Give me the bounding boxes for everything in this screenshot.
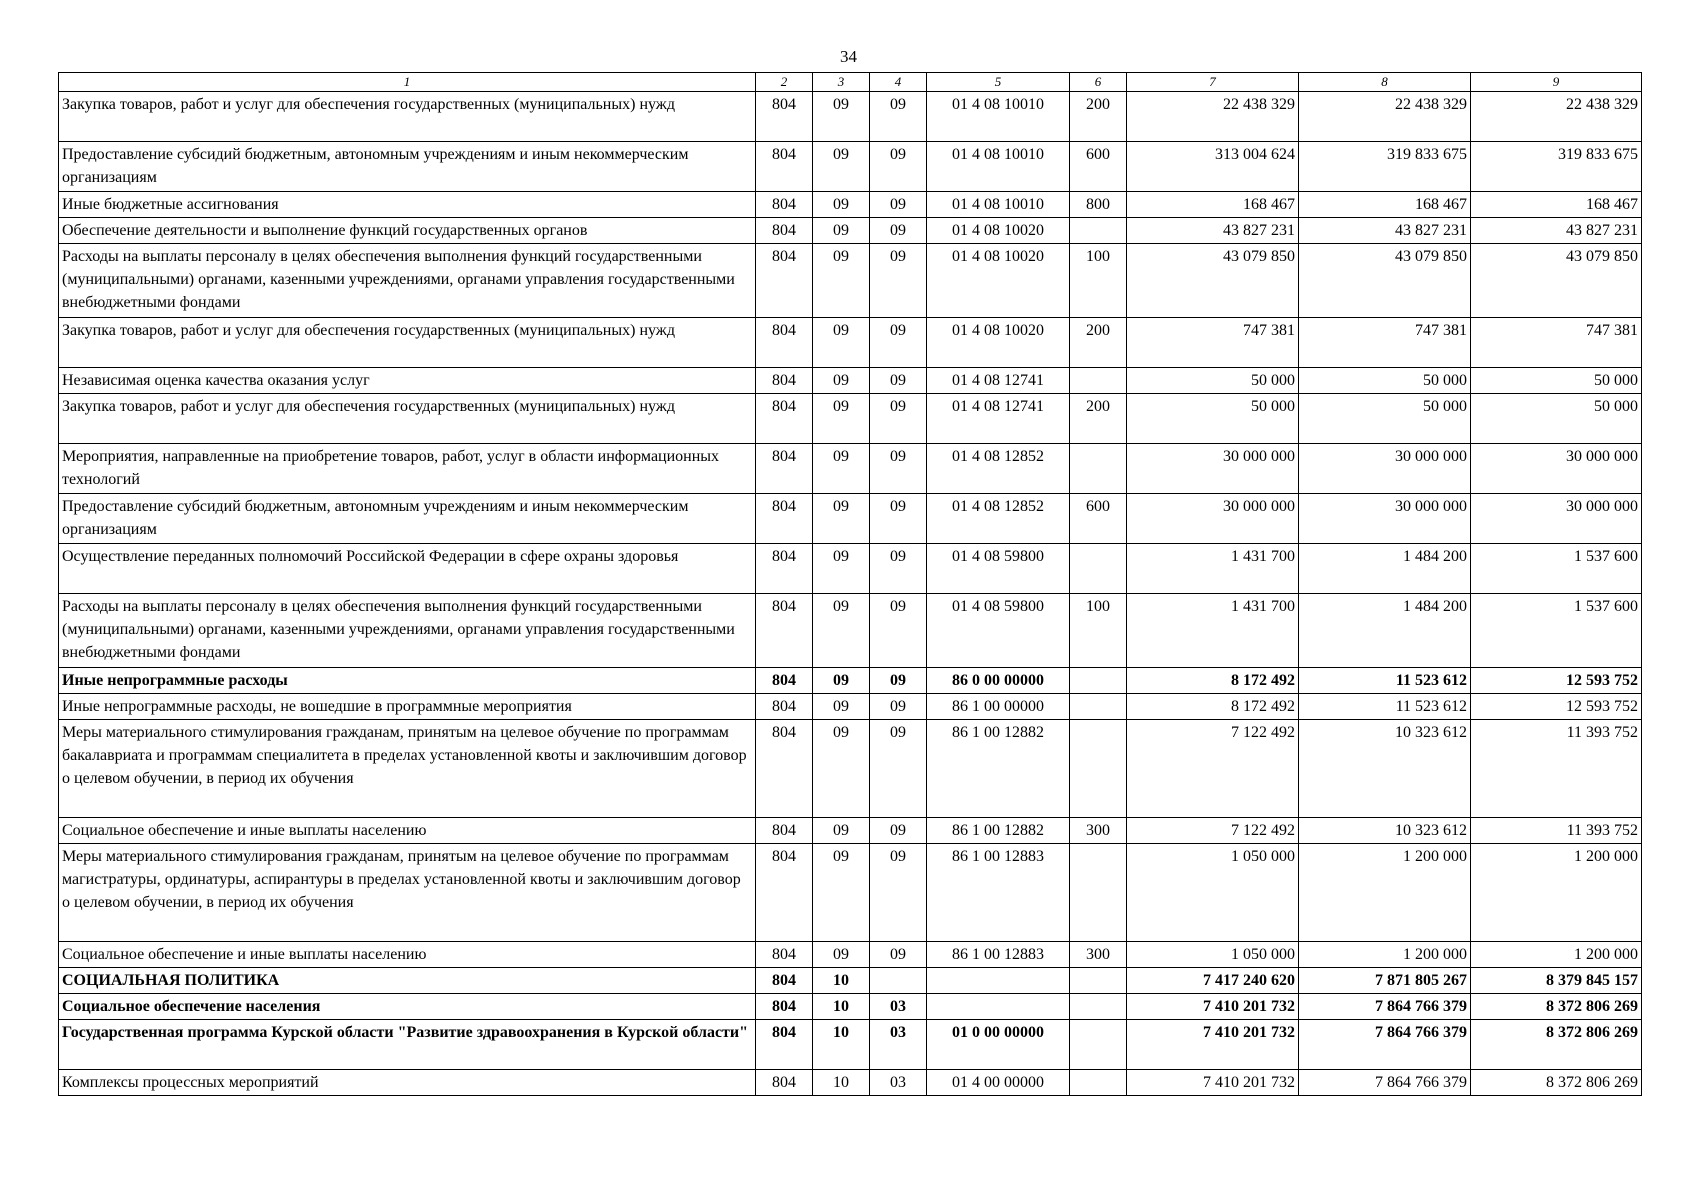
subsection-code-cell: 09 [870,218,927,244]
row-name-cell: Обеспечение деятельности и выполнение функций государственных органов [59,218,756,244]
target-article-cell: 86 0 00 00000 [927,668,1070,694]
expense-type-cell [1070,1020,1127,1070]
section-code-cell: 09 [813,192,870,218]
table-row [59,1070,1642,1096]
section-code-cell: 09 [813,218,870,244]
ministry-code-cell: 804 [756,92,813,142]
amount-year2-cell: 1 484 200 [1299,544,1471,594]
section-code-cell: 09 [813,368,870,394]
subsection-code-cell: 09 [870,668,927,694]
amount-year1-cell: 30 000 000 [1127,494,1299,544]
amount-year2-cell: 50 000 [1299,368,1471,394]
section-code-cell: 09 [813,844,870,942]
target-article-cell: 01 4 08 12741 [927,368,1070,394]
section-code-cell: 09 [813,668,870,694]
amount-year3-cell: 1 200 000 [1471,844,1642,942]
amount-year3-cell: 11 393 752 [1471,720,1642,818]
target-article-cell: 01 4 08 59800 [927,544,1070,594]
amount-year2-cell: 7 864 766 379 [1299,1020,1471,1070]
row-name-cell: Закупка товаров, работ и услуг для обеспечения государственных (муниципальных) нужд [59,394,756,444]
column-header: 3 [813,73,870,92]
table-row [59,968,1642,994]
amount-year2-cell: 747 381 [1299,318,1471,368]
amount-year3-cell: 1 537 600 [1471,594,1642,668]
expense-type-cell: 100 [1070,594,1127,668]
section-code-cell: 09 [813,318,870,368]
amount-year2-cell: 7 864 766 379 [1299,994,1471,1020]
amount-year3-cell: 50 000 [1471,394,1642,444]
section-code-cell: 09 [813,394,870,444]
row-name-cell: Государственная программа Курской области "Развитие здравоохранения в Курской области" [59,1020,756,1070]
amount-year2-cell: 1 484 200 [1299,594,1471,668]
expense-type-cell [1070,844,1127,942]
row-name-cell: Предоставление субсидий бюджетным, автономным учреждениям и иным некоммерческим организациям [59,494,756,544]
section-code-cell: 09 [813,818,870,844]
table-row [59,942,1642,968]
subsection-code-cell: 03 [870,1070,927,1096]
amount-year1-cell: 50 000 [1127,368,1299,394]
table-row [59,694,1642,720]
amount-year2-cell: 1 200 000 [1299,844,1471,942]
amount-year1-cell: 30 000 000 [1127,444,1299,494]
table-row [59,594,1642,668]
section-code-cell: 09 [813,720,870,818]
amount-year1-cell: 7 410 201 732 [1127,994,1299,1020]
ministry-code-cell: 804 [756,818,813,844]
amount-year3-cell: 12 593 752 [1471,668,1642,694]
target-article-cell: 01 4 08 12852 [927,444,1070,494]
target-article-cell: 01 4 08 10010 [927,92,1070,142]
subsection-code-cell: 09 [870,92,927,142]
subsection-code-cell: 09 [870,192,927,218]
amount-year3-cell: 1 537 600 [1471,544,1642,594]
subsection-code-cell: 03 [870,1020,927,1070]
subsection-code-cell: 09 [870,844,927,942]
amount-year2-cell: 7 871 805 267 [1299,968,1471,994]
expense-type-cell [1070,1070,1127,1096]
subsection-code-cell: 09 [870,142,927,192]
amount-year1-cell: 313 004 624 [1127,142,1299,192]
amount-year3-cell: 8 379 845 157 [1471,968,1642,994]
table-row [59,818,1642,844]
row-name-cell: Мероприятия, направленные на приобретение товаров, работ, услуг в области информационных технологий [59,444,756,494]
amount-year3-cell: 43 079 850 [1471,244,1642,318]
ministry-code-cell: 804 [756,1020,813,1070]
amount-year2-cell: 7 864 766 379 [1299,1070,1471,1096]
ministry-code-cell: 804 [756,720,813,818]
row-name-cell: Иные бюджетные ассигнования [59,192,756,218]
row-name-cell: Расходы на выплаты персоналу в целях обеспечения выполнения функций государственными (муниципальными) органами, казенными учреждениями, органами управления государственными внебюджетными фондами [59,594,756,668]
section-code-cell: 10 [813,1020,870,1070]
table-row [59,368,1642,394]
subsection-code-cell: 09 [870,818,927,844]
row-name-cell: Закупка товаров, работ и услуг для обеспечения государственных (муниципальных) нужд [59,318,756,368]
amount-year2-cell: 168 467 [1299,192,1471,218]
amount-year3-cell: 43 827 231 [1471,218,1642,244]
column-number-row [59,73,1642,92]
amount-year3-cell: 747 381 [1471,318,1642,368]
amount-year3-cell: 168 467 [1471,192,1642,218]
target-article-cell [927,994,1070,1020]
amount-year1-cell: 7 410 201 732 [1127,1020,1299,1070]
amount-year1-cell: 43 827 231 [1127,218,1299,244]
table-row [59,720,1642,818]
expense-type-cell: 200 [1070,92,1127,142]
ministry-code-cell: 804 [756,494,813,544]
row-name-cell: Расходы на выплаты персоналу в целях обеспечения выполнения функций государственными (муниципальными) органами, казенными учреждениями, органами управления государственными внебюджетными фондами [59,244,756,318]
target-article-cell [927,968,1070,994]
amount-year2-cell: 43 827 231 [1299,218,1471,244]
subsection-code-cell: 09 [870,368,927,394]
ministry-code-cell: 804 [756,318,813,368]
subsection-code-cell: 09 [870,394,927,444]
amount-year3-cell: 1 200 000 [1471,942,1642,968]
target-article-cell: 01 4 08 12741 [927,394,1070,444]
amount-year1-cell: 1 050 000 [1127,844,1299,942]
ministry-code-cell: 804 [756,394,813,444]
section-code-cell: 10 [813,1070,870,1096]
ministry-code-cell: 804 [756,368,813,394]
subsection-code-cell: 09 [870,720,927,818]
amount-year1-cell: 747 381 [1127,318,1299,368]
column-header: 2 [756,73,813,92]
table-row [59,1020,1642,1070]
target-article-cell: 86 1 00 12882 [927,818,1070,844]
expense-type-cell [1070,668,1127,694]
ministry-code-cell: 804 [756,1070,813,1096]
subsection-code-cell: 03 [870,994,927,1020]
ministry-code-cell: 804 [756,192,813,218]
expense-type-cell [1070,218,1127,244]
amount-year2-cell: 30 000 000 [1299,494,1471,544]
section-code-cell: 09 [813,92,870,142]
amount-year2-cell: 50 000 [1299,394,1471,444]
amount-year3-cell: 22 438 329 [1471,92,1642,142]
budget-table [58,72,1642,1096]
section-code-cell: 10 [813,968,870,994]
amount-year3-cell: 30 000 000 [1471,494,1642,544]
subsection-code-cell: 09 [870,942,927,968]
expense-type-cell [1070,444,1127,494]
subsection-code-cell: 09 [870,244,927,318]
amount-year1-cell: 7 410 201 732 [1127,1070,1299,1096]
subsection-code-cell: 09 [870,494,927,544]
amount-year3-cell: 8 372 806 269 [1471,994,1642,1020]
amount-year2-cell: 1 200 000 [1299,942,1471,968]
amount-year1-cell: 7 122 492 [1127,720,1299,818]
expense-type-cell [1070,694,1127,720]
column-header: 5 [927,73,1070,92]
section-code-cell: 09 [813,594,870,668]
target-article-cell: 01 4 00 00000 [927,1070,1070,1096]
amount-year3-cell: 11 393 752 [1471,818,1642,844]
ministry-code-cell: 804 [756,594,813,668]
table-row [59,92,1642,142]
subsection-code-cell: 09 [870,544,927,594]
target-article-cell: 01 4 08 10020 [927,218,1070,244]
amount-year2-cell: 30 000 000 [1299,444,1471,494]
table-row [59,218,1642,244]
ministry-code-cell: 804 [756,444,813,494]
target-article-cell: 01 0 00 00000 [927,1020,1070,1070]
amount-year2-cell: 10 323 612 [1299,720,1471,818]
expense-type-cell: 200 [1070,318,1127,368]
section-code-cell: 10 [813,994,870,1020]
row-name-cell: Социальное обеспечение и иные выплаты населению [59,818,756,844]
ministry-code-cell: 804 [756,668,813,694]
section-code-cell: 09 [813,544,870,594]
section-code-cell: 09 [813,494,870,544]
column-header: 8 [1299,73,1471,92]
page-number: 34 [840,47,857,66]
amount-year1-cell: 8 172 492 [1127,668,1299,694]
amount-year1-cell: 43 079 850 [1127,244,1299,318]
ministry-code-cell: 804 [756,994,813,1020]
amount-year3-cell: 8 372 806 269 [1471,1020,1642,1070]
amount-year1-cell: 22 438 329 [1127,92,1299,142]
expense-type-cell [1070,544,1127,594]
ministry-code-cell: 804 [756,942,813,968]
row-name-cell: Меры материального стимулирования гражданам, принятым на целевое обучение по программам магистратуры, ординатуры, аспирантуры в пределах установленной квоты и заключившим договор о целевом обучении, в период их обучения [59,844,756,942]
target-article-cell: 86 1 00 12882 [927,720,1070,818]
table-body [59,73,1642,1096]
subsection-code-cell: 09 [870,318,927,368]
expense-type-cell: 100 [1070,244,1127,318]
ministry-code-cell: 804 [756,218,813,244]
ministry-code-cell: 804 [756,142,813,192]
row-name-cell: Независимая оценка качества оказания услуг [59,368,756,394]
target-article-cell: 86 1 00 12883 [927,942,1070,968]
amount-year2-cell: 10 323 612 [1299,818,1471,844]
subsection-code-cell: 09 [870,694,927,720]
amount-year2-cell: 11 523 612 [1299,668,1471,694]
expense-type-cell: 300 [1070,942,1127,968]
row-name-cell: Закупка товаров, работ и услуг для обеспечения государственных (муниципальных) нужд [59,92,756,142]
table-row [59,668,1642,694]
table-row [59,394,1642,444]
column-header: 7 [1127,73,1299,92]
amount-year1-cell: 1 431 700 [1127,544,1299,594]
row-name-cell: Меры материального стимулирования гражданам, принятым на целевое обучение по программам бакалавриата и программам специалитета в пределах установленной квоты и заключившим договор о целевом обучении, в период их обучения [59,720,756,818]
amount-year1-cell: 1 050 000 [1127,942,1299,968]
expense-type-cell [1070,368,1127,394]
table-row [59,318,1642,368]
column-header: 1 [59,73,756,92]
amount-year1-cell: 1 431 700 [1127,594,1299,668]
amount-year3-cell: 30 000 000 [1471,444,1642,494]
section-code-cell: 09 [813,142,870,192]
amount-year1-cell: 8 172 492 [1127,694,1299,720]
amount-year3-cell: 319 833 675 [1471,142,1642,192]
table-row [59,192,1642,218]
column-header: 6 [1070,73,1127,92]
target-article-cell: 01 4 08 10020 [927,318,1070,368]
target-article-cell: 86 1 00 00000 [927,694,1070,720]
table-row [59,994,1642,1020]
amount-year2-cell: 22 438 329 [1299,92,1471,142]
amount-year2-cell: 319 833 675 [1299,142,1471,192]
table-row [59,244,1642,318]
subsection-code-cell: 09 [870,444,927,494]
section-code-cell: 09 [813,444,870,494]
target-article-cell: 01 4 08 12852 [927,494,1070,544]
row-name-cell: Социальное обеспечение и иные выплаты населению [59,942,756,968]
expense-type-cell [1070,720,1127,818]
ministry-code-cell: 804 [756,694,813,720]
table-row [59,544,1642,594]
amount-year2-cell: 43 079 850 [1299,244,1471,318]
column-header: 9 [1471,73,1642,92]
expense-type-cell [1070,968,1127,994]
amount-year1-cell: 50 000 [1127,394,1299,444]
ministry-code-cell: 804 [756,244,813,318]
table-row [59,844,1642,942]
amount-year1-cell: 7 122 492 [1127,818,1299,844]
column-header: 4 [870,73,927,92]
expense-type-cell: 200 [1070,394,1127,444]
amount-year1-cell: 168 467 [1127,192,1299,218]
row-name-cell: Иные непрограммные расходы [59,668,756,694]
target-article-cell: 01 4 08 10020 [927,244,1070,318]
target-article-cell: 01 4 08 59800 [927,594,1070,668]
amount-year1-cell: 7 417 240 620 [1127,968,1299,994]
section-code-cell: 09 [813,942,870,968]
amount-year3-cell: 12 593 752 [1471,694,1642,720]
row-name-cell: Осуществление переданных полномочий Российской Федерации в сфере охраны здоровья [59,544,756,594]
section-code-cell: 09 [813,694,870,720]
subsection-code-cell [870,968,927,994]
subsection-code-cell: 09 [870,594,927,668]
row-name-cell: Комплексы процессных мероприятий [59,1070,756,1096]
target-article-cell: 86 1 00 12883 [927,844,1070,942]
amount-year3-cell: 8 372 806 269 [1471,1070,1642,1096]
expense-type-cell: 800 [1070,192,1127,218]
row-name-cell: Иные непрограммные расходы, не вошедшие в программные мероприятия [59,694,756,720]
expense-type-cell: 300 [1070,818,1127,844]
target-article-cell: 01 4 08 10010 [927,142,1070,192]
expense-type-cell: 600 [1070,494,1127,544]
amount-year3-cell: 50 000 [1471,368,1642,394]
table-row [59,494,1642,544]
row-name-cell: Социальное обеспечение населения [59,994,756,1020]
expense-type-cell [1070,994,1127,1020]
row-name-cell: СОЦИАЛЬНАЯ ПОЛИТИКА [59,968,756,994]
target-article-cell: 01 4 08 10010 [927,192,1070,218]
ministry-code-cell: 804 [756,968,813,994]
ministry-code-cell: 804 [756,544,813,594]
ministry-code-cell: 804 [756,844,813,942]
row-name-cell: Предоставление субсидий бюджетным, автономным учреждениям и иным некоммерческим организациям [59,142,756,192]
table-row [59,444,1642,494]
amount-year2-cell: 11 523 612 [1299,694,1471,720]
expense-type-cell: 600 [1070,142,1127,192]
section-code-cell: 09 [813,244,870,318]
table-row [59,142,1642,192]
